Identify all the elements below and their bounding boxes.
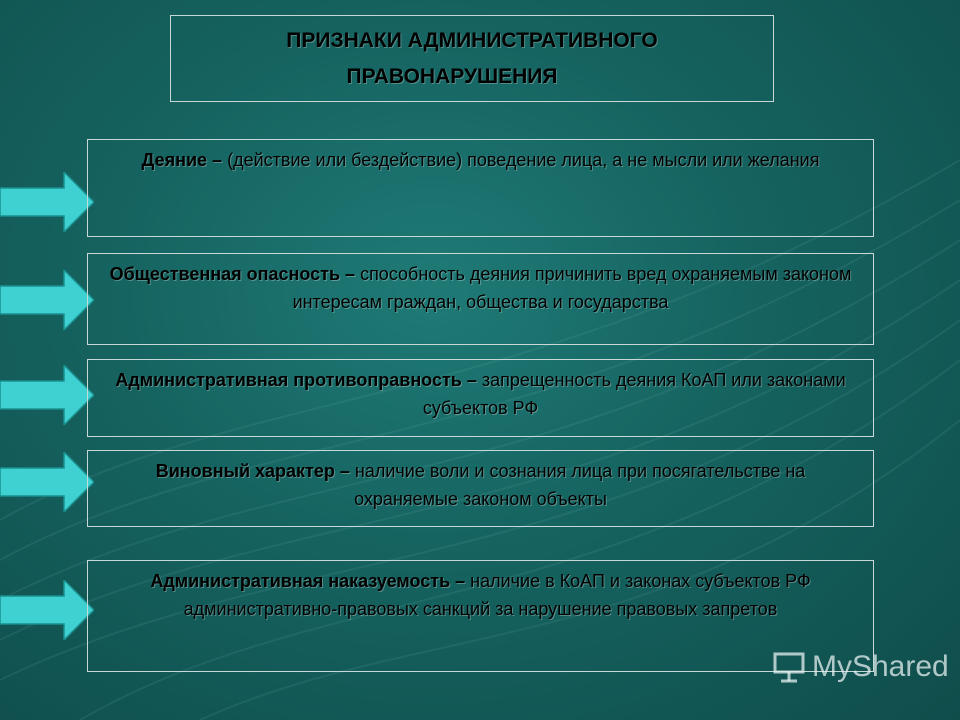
feature-term: Административная наказуемость – (150, 571, 466, 591)
feature-definition: (действие или бездействие) поведение лица, а не мысли или желания (227, 150, 820, 170)
watermark-text: MyShared (812, 650, 949, 683)
feature-term: Общественная опасность – (109, 264, 356, 284)
feature-term: Виновный характер – (155, 461, 350, 481)
arrow-icon (0, 365, 94, 425)
feature-box-illegality (87, 359, 874, 437)
feature-definition: наличие воли и сознания лица при посягательстве на охраняемые законом объекты (354, 461, 806, 509)
feature-term: Деяние – (141, 150, 223, 170)
feature-definition: наличие в КоАП и законах субъектов РФ административно-правовых санкций за нарушение правовых запретов (183, 571, 811, 619)
feature-box-public-danger (87, 253, 874, 345)
watermark-logo (772, 650, 949, 684)
arrow-icon (0, 580, 94, 640)
title-line-1: ПРИЗНАКИ АДМИНИСТРАТИВНОГО (286, 28, 658, 52)
feature-term: Административная противоправность – (115, 370, 477, 390)
arrow-icon (0, 172, 94, 232)
diagram-title (170, 15, 774, 102)
feature-box-punishability (87, 560, 874, 672)
presentation-icon (772, 650, 806, 684)
feature-box-guilt (87, 450, 874, 527)
arrow-icon (0, 270, 94, 330)
feature-box-act (87, 139, 874, 237)
arrow-icon (0, 452, 94, 512)
title-line-2: ПРАВОНАРУШЕНИЯ (346, 64, 558, 88)
feature-definition: способность деяния причинить вред охраняемым законом интересам граждан, общества и государства (292, 264, 852, 312)
feature-definition: запрещенность деяния КоАП или законами субъектов РФ (422, 370, 846, 418)
